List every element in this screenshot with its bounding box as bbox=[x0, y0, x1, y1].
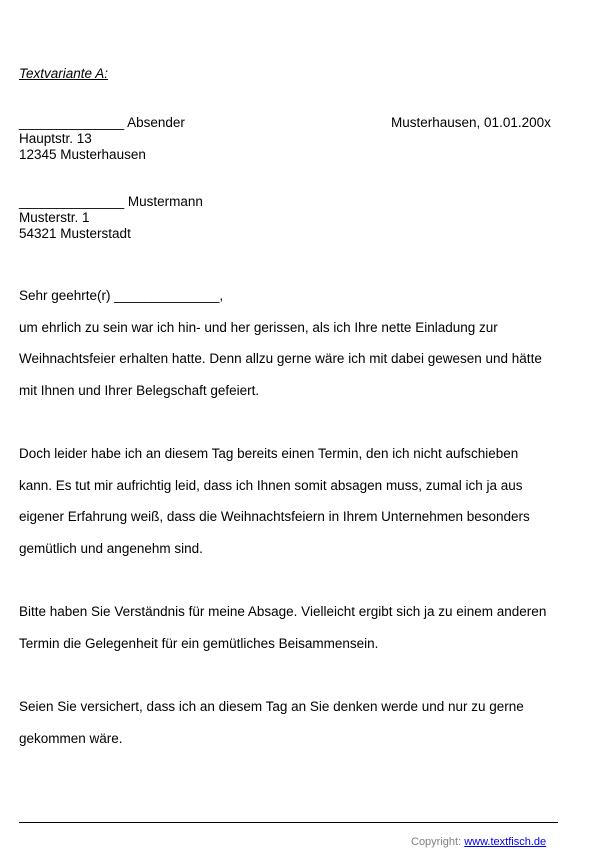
paragraph-2-line-3: eigener Erfahrung weiß, dass die Weihnachtsfeiern in Ihrem Unternehmen besonders bbox=[19, 509, 530, 524]
paragraph-4-line-1: Seien Sie versichert, dass ich an diesem Tag an Sie denken werde und nur zu gerne bbox=[19, 699, 524, 714]
paragraph-3 bbox=[19, 596, 546, 659]
paragraph-2 bbox=[19, 438, 530, 564]
footer-divider bbox=[19, 822, 558, 823]
paragraph-1-line-1: um ehrlich zu sein war ich hin- und her gerissen, als ich Ihre nette Einladung zur bbox=[19, 319, 498, 335]
recipient-address bbox=[19, 194, 203, 242]
paragraph-2-line-1: Doch leider habe ich an diesem Tag bereits einen Termin, den ich nicht aufschieben bbox=[19, 446, 519, 461]
sender-address bbox=[19, 115, 185, 163]
paragraph-3-line-2: Termin die Gelegenheit für ein gemütliches Beisammensein. bbox=[19, 635, 379, 651]
place-date: Musterhausen, 01.01.200x bbox=[391, 115, 551, 130]
paragraph-1-line-2: Weihnachtsfeier erhalten hatte. Denn allzu gerne wäre ich mit dabei gewesen und hätte bbox=[19, 351, 542, 366]
sender-street: Hauptstr. 13 bbox=[19, 131, 92, 146]
recipient-city: 54321 Musterstadt bbox=[19, 226, 131, 241]
recipient-name-line: ______________ Mustermann bbox=[19, 194, 203, 209]
paragraph-4-line-2: gekommen wäre. bbox=[19, 730, 123, 746]
sender-city: 12345 Musterhausen bbox=[19, 147, 146, 162]
variant-label: Textvariante A: bbox=[19, 66, 109, 81]
recipient-street: Musterstr. 1 bbox=[19, 210, 90, 225]
copyright-notice bbox=[411, 836, 546, 848]
salutation-and-paragraph-1 bbox=[19, 280, 542, 406]
paragraph-2-line-4: gemütlich und angenehm sind. bbox=[19, 540, 203, 556]
paragraph-3-line-1: Bitte haben Sie Verständnis für meine Absage. Vielleicht ergibt sich ja zu einem anderen bbox=[19, 604, 547, 619]
copyright-label: Copyright: bbox=[411, 836, 462, 848]
paragraph-2-line-2: kann. Es tut mir aufrichtig leid, dass ich Ihnen somit absagen muss, zumal ich ja aus bbox=[19, 477, 523, 493]
salutation: Sehr geehrte(r) ______________, bbox=[19, 288, 224, 303]
sender-name-line: ______________ Absender bbox=[19, 115, 185, 130]
paragraph-4 bbox=[19, 691, 524, 754]
copyright-link[interactable]: www.textfisch.de bbox=[464, 836, 547, 848]
paragraph-1-line-3: mit Ihnen und Ihrer Belegschaft gefeiert. bbox=[19, 382, 260, 398]
